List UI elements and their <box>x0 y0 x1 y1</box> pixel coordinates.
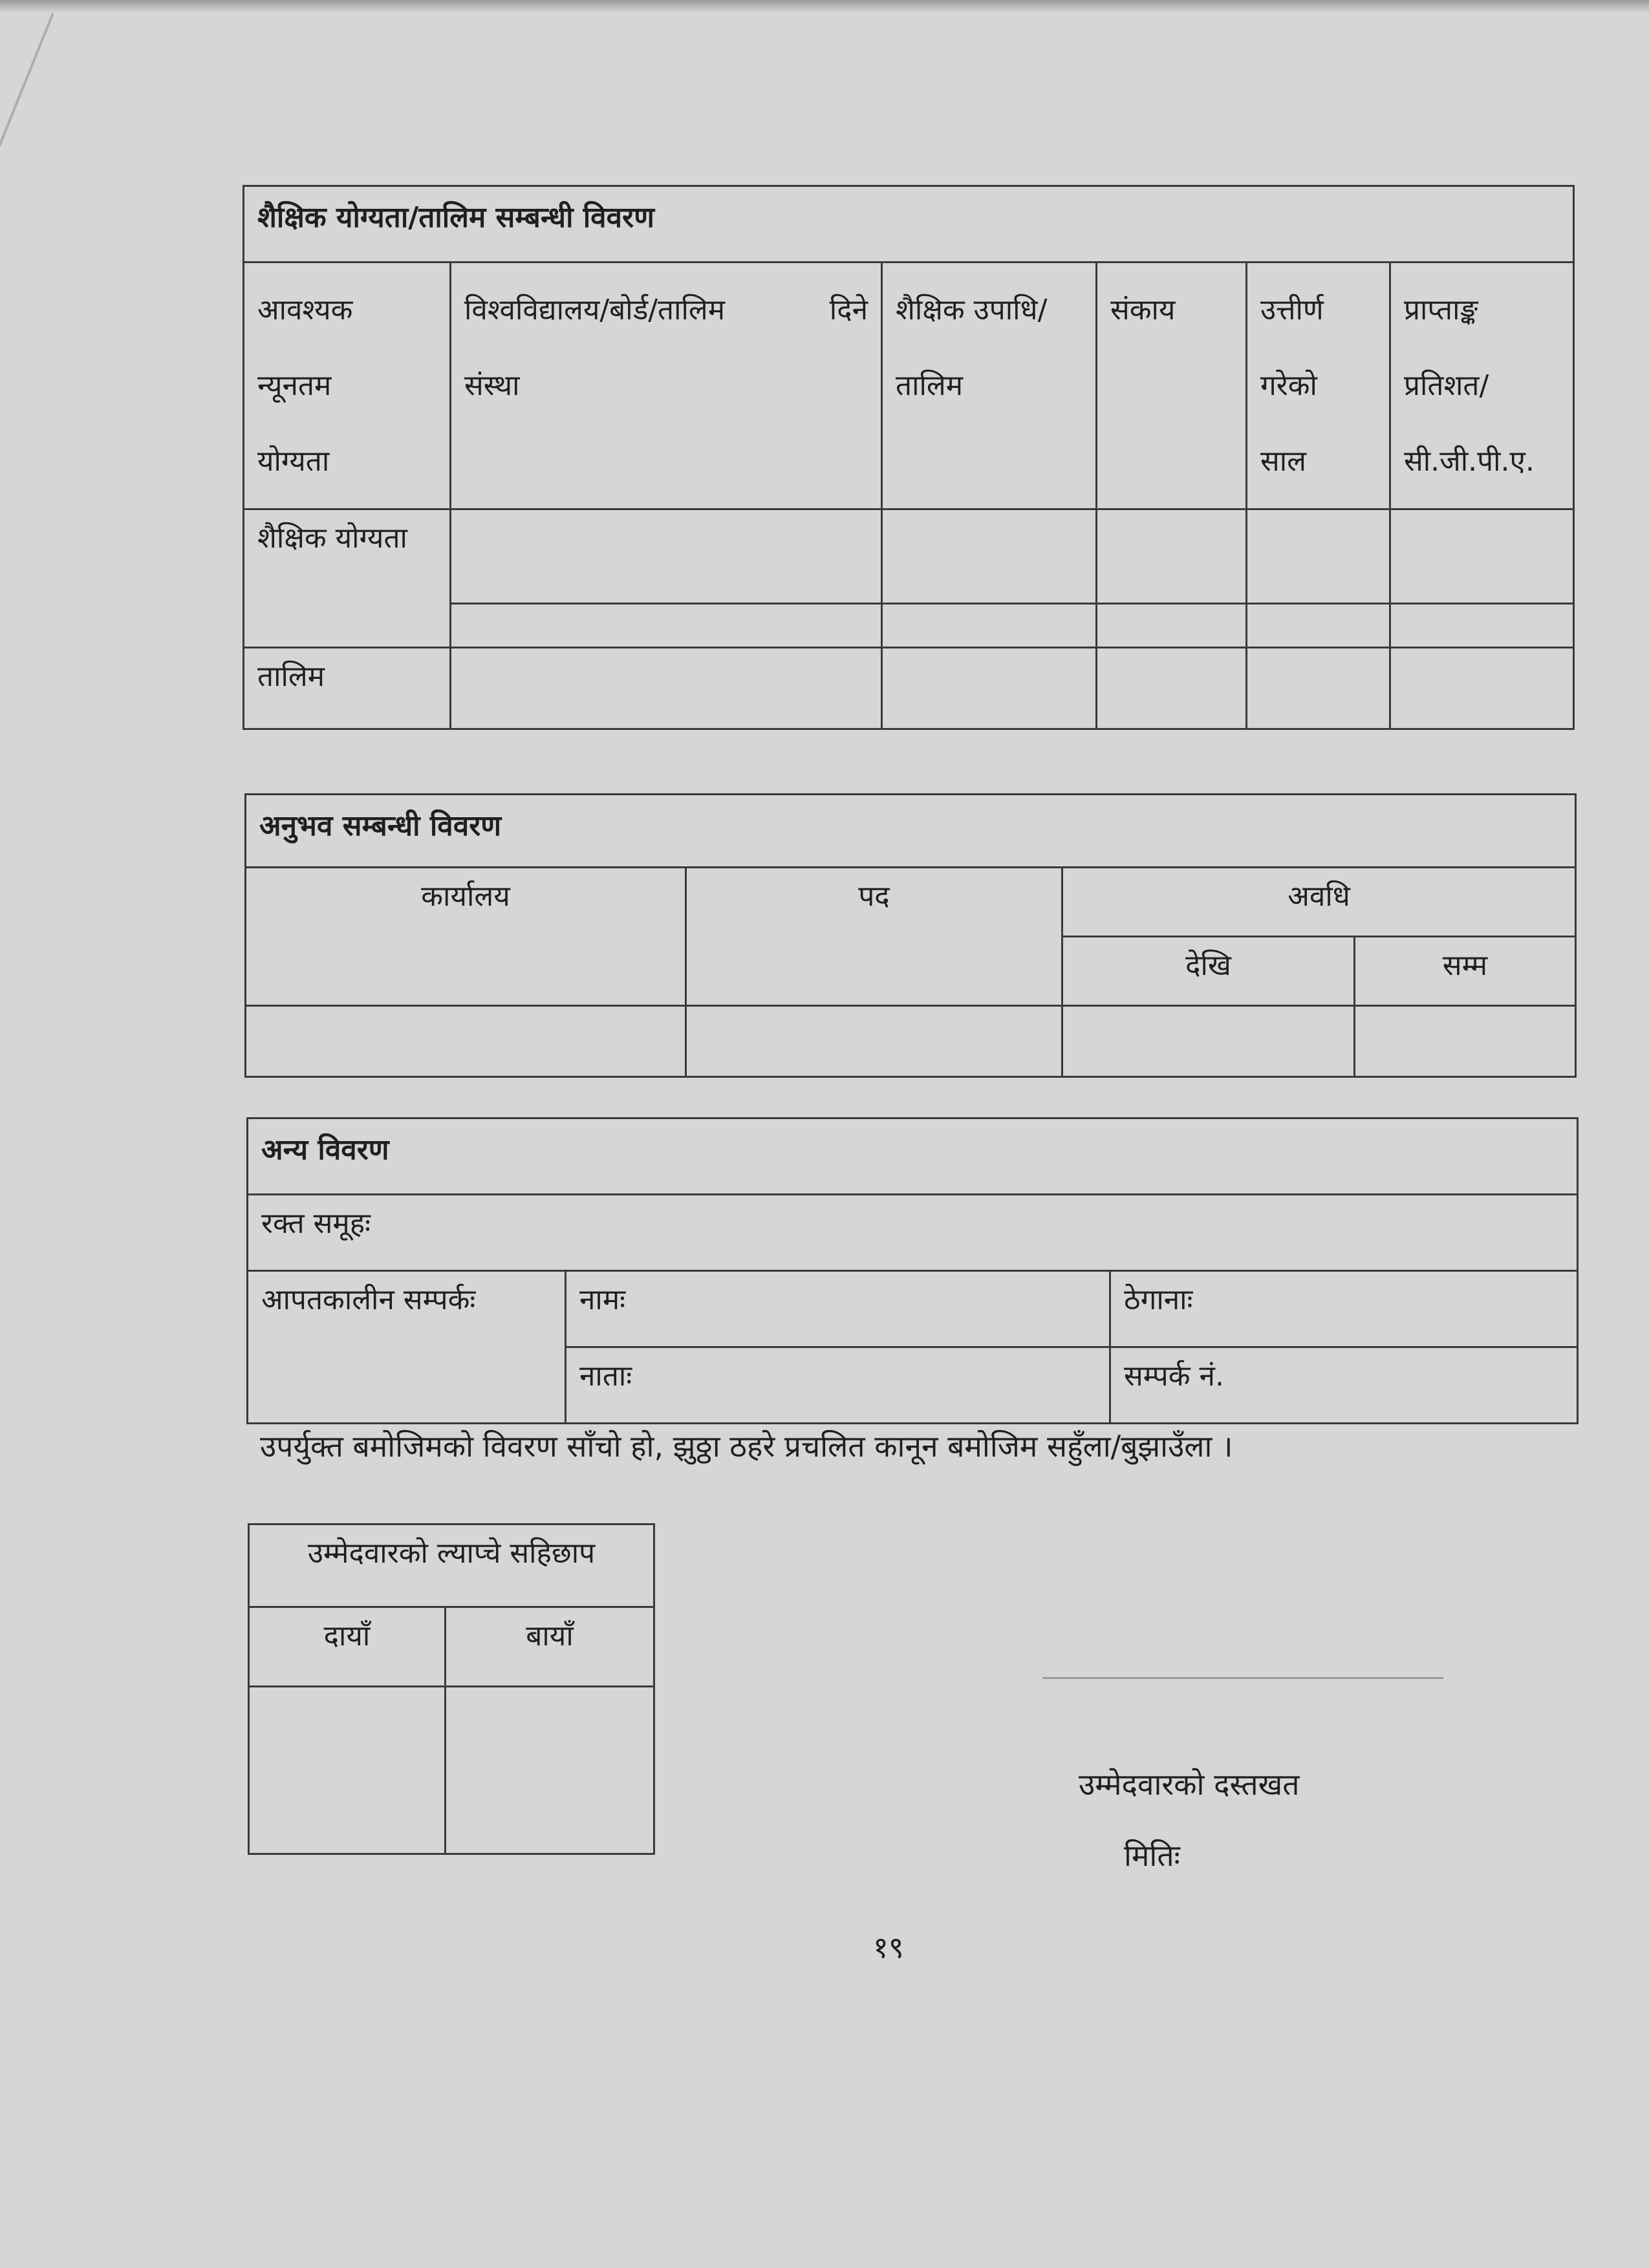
emergency-name-field[interactable]: नामः <box>566 1271 1110 1347</box>
academic-year-cell-1[interactable] <box>1247 509 1390 604</box>
academic-institution-cell-2[interactable] <box>451 604 882 648</box>
experience-table <box>244 793 1577 1078</box>
row-label-academic: शैक्षिक योग्यता <box>244 509 451 648</box>
training-marks-cell[interactable] <box>1390 648 1574 729</box>
emergency-contact-number-field[interactable]: सम्पर्क नं. <box>1110 1347 1578 1424</box>
page-number: १९ <box>873 1930 904 1965</box>
signature-label: उम्मेदवारको दस्तखत <box>1079 1767 1300 1802</box>
thumb-left-box[interactable] <box>446 1687 654 1854</box>
emergency-relation-field[interactable]: नाताः <box>566 1347 1110 1424</box>
header-from: देखि <box>1062 937 1355 1006</box>
declaration-statement: उपर्युक्त बमोजिमको विवरण साँचो हो, झुठ्ठा ठहरे प्रचलित कानून बमोजिम सहुँला/बुझाउँला । <box>260 1429 1233 1464</box>
thumb-right-label: दायाँ <box>249 1607 446 1687</box>
scan-top-edge <box>0 0 1649 13</box>
academic-faculty-cell-1[interactable] <box>1097 509 1247 604</box>
experience-to-cell[interactable] <box>1355 1006 1576 1077</box>
header-passed-year: उत्तीर्ण गरेको साल <box>1247 262 1390 509</box>
education-table <box>242 185 1575 730</box>
blood-group-field[interactable]: रक्त समूहः <box>248 1195 1578 1271</box>
date-label: मितिः <box>1124 1838 1180 1873</box>
training-year-cell[interactable] <box>1247 648 1390 729</box>
academic-institution-cell-1[interactable] <box>451 509 882 604</box>
emergency-contact-label: आपतकालीन सम्पर्कः <box>248 1271 566 1424</box>
thumb-left-label: बायाँ <box>446 1607 654 1687</box>
header-office: कार्यालय <box>246 868 686 1006</box>
header-degree: शैक्षिक उपाधि/ तालिम <box>882 262 1097 509</box>
paper-fold-mark <box>0 13 54 211</box>
row-label-training: तालिम <box>244 648 451 729</box>
experience-title: अनुभव सम्बन्धी विवरण <box>246 795 1576 868</box>
academic-degree-cell-2[interactable] <box>882 604 1097 648</box>
academic-year-cell-2[interactable] <box>1247 604 1390 648</box>
education-title: शैक्षिक योग्यता/तालिम सम्बन्धी विवरण <box>244 186 1574 262</box>
training-institution-cell[interactable] <box>451 648 882 729</box>
training-faculty-cell[interactable] <box>1097 648 1247 729</box>
header-required-qualification: आवश्यक न्यूनतम योग्यता <box>244 262 451 509</box>
header-post: पद <box>686 868 1062 1006</box>
experience-office-cell[interactable] <box>246 1006 686 1077</box>
academic-degree-cell-1[interactable] <box>882 509 1097 604</box>
training-degree-cell[interactable] <box>882 648 1097 729</box>
thumb-right-box[interactable] <box>249 1687 446 1854</box>
thumbprint-table <box>248 1523 655 1855</box>
header-faculty: संकाय <box>1097 262 1247 509</box>
academic-marks-cell-2[interactable] <box>1390 604 1574 648</box>
experience-post-cell[interactable] <box>686 1006 1062 1077</box>
other-title: अन्य विवरण <box>248 1118 1578 1195</box>
header-to: सम्म <box>1355 937 1576 1006</box>
academic-faculty-cell-2[interactable] <box>1097 604 1247 648</box>
header-duration: अवधि <box>1062 868 1576 937</box>
other-details-table <box>246 1117 1579 1424</box>
header-marks-percent: प्राप्ताङ्क प्रतिशत/ सी.जी.पी.ए. <box>1390 262 1574 509</box>
signature-line[interactable] <box>1042 1677 1443 1679</box>
emergency-address-field[interactable]: ठेगानाः <box>1110 1271 1578 1347</box>
academic-marks-cell-1[interactable] <box>1390 509 1574 604</box>
thumbprint-title: उम्मेदवारको ल्याप्चे सहिछाप <box>249 1524 654 1607</box>
experience-from-cell[interactable] <box>1062 1006 1355 1077</box>
header-institution: विश्वविद्यालय/बोर्ड/तालिम दिने संस्था <box>451 262 882 509</box>
